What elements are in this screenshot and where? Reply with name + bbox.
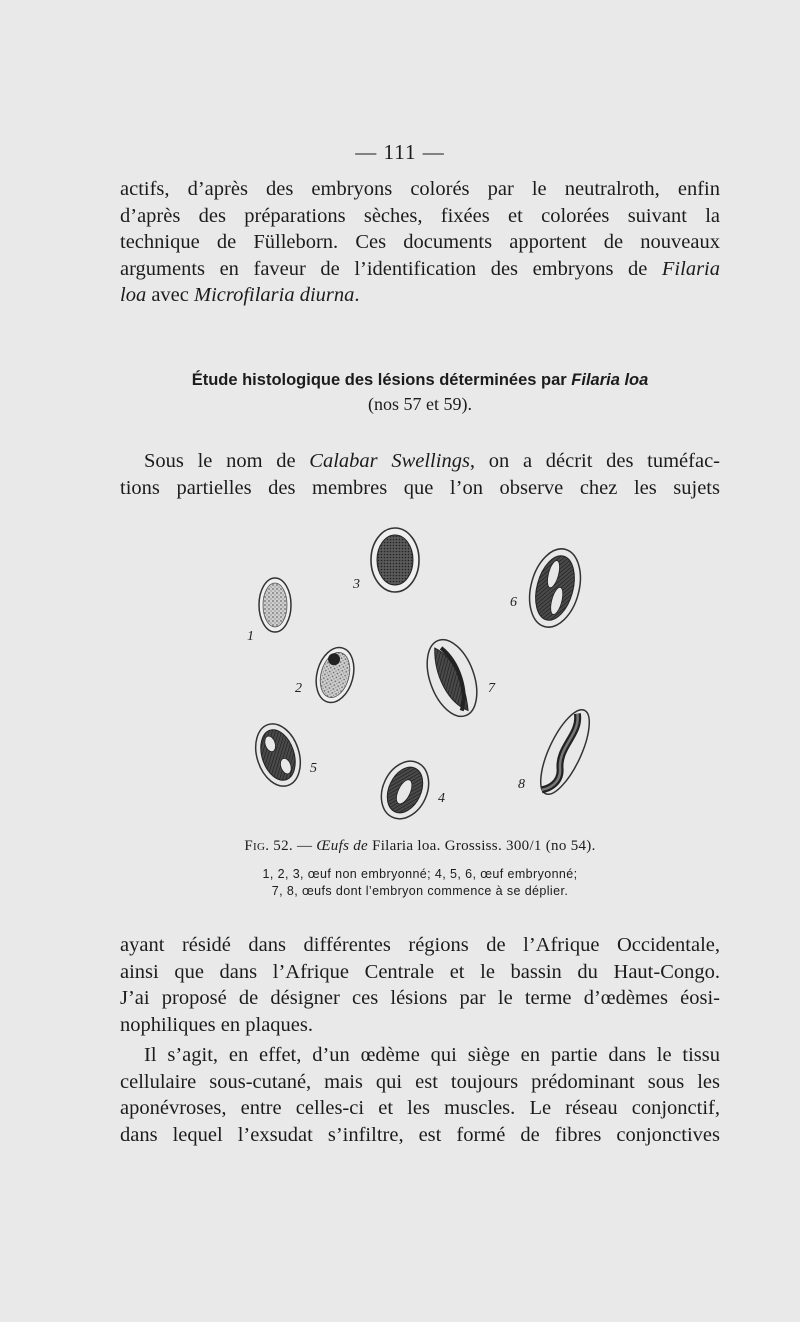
- text-line: actifs, d’après des embryons colorés par le neutralroth, enfin: [120, 178, 720, 200]
- text-line: Il s’agit, en effet, d’un œdème qui siège en partie dans le tissu: [144, 1044, 720, 1066]
- text-line: d’après des préparations sèches, fixées et colorées suivant la: [120, 204, 720, 227]
- text-run: arguments en faveur de l’identification des embryons de: [120, 257, 662, 280]
- text-run: Sous le nom de: [144, 450, 310, 472]
- section-heading: [120, 368, 720, 416]
- caption-line: 7, 8, œufs dont l’embryon commence à se déplier.: [271, 884, 569, 898]
- egg-label-5: 5: [310, 761, 317, 776]
- heading-title: [120, 368, 720, 392]
- egg-5: [248, 718, 308, 792]
- italic-run: Œufs de: [316, 838, 369, 854]
- italic-run: Filaria loa: [571, 371, 649, 389]
- italic-run: Filaria: [661, 257, 720, 280]
- egg-label-8: 8: [518, 777, 525, 792]
- text-line: aponévroses, entre celles-ci et les muscles. Le réseau conjonctif,: [120, 1097, 720, 1119]
- text-run: avec: [146, 284, 194, 306]
- figure-drawing: [200, 520, 640, 825]
- egg-7: [418, 633, 487, 723]
- italic-run: Microfilaria diurna: [194, 284, 355, 306]
- text-line: [120, 256, 720, 283]
- text-line: J’ai proposé de désigner ces lésions par le terme d’œdèmes éosi-: [120, 987, 720, 1009]
- egg-label-1: 1: [247, 629, 254, 644]
- heading-subtitle: (nos 57 et 59).: [368, 394, 472, 414]
- text-line: [120, 448, 720, 475]
- text-run: Filaria loa. Grossiss. 300/1 (no 54).: [368, 838, 596, 854]
- paragraph-1: [120, 176, 720, 309]
- egg-label-7: 7: [488, 681, 495, 696]
- egg-4: [372, 754, 437, 825]
- text-run: .: [354, 284, 360, 306]
- egg-8: [531, 704, 599, 801]
- caption-line: 1, 2, 3, œuf non embryonné; 4, 5, 6, œuf embryonné;: [262, 867, 578, 881]
- egg-1: [259, 578, 291, 632]
- figure-caption-legend: [120, 866, 720, 900]
- text-run: , on a décrit des tuméfac-: [469, 450, 720, 472]
- italic-run: Calabar Swellings: [309, 450, 470, 472]
- page-number: — 111 —: [355, 140, 445, 164]
- figure-caption-title: [120, 836, 720, 856]
- paragraph-4: [120, 1042, 720, 1148]
- text-line: nophiliques en plaques.: [120, 1013, 314, 1036]
- paragraph-3: [120, 932, 720, 1038]
- italic-run: loa: [120, 284, 147, 306]
- text-line: cellulaire sous-cutané, mais qui est toujours prédominant sous les: [120, 1070, 720, 1093]
- text-line: [120, 282, 720, 309]
- egg-label-2: 2: [295, 681, 302, 696]
- egg-label-6: 6: [510, 595, 517, 610]
- text-line: dans lequel l’exsudat s’infiltre, est formé de fibres conjonctives: [120, 1123, 720, 1146]
- egg-6: [521, 543, 588, 633]
- text-line: technique de Fülleborn. Ces documents apportent de nouveaux: [120, 231, 720, 253]
- egg-3: [371, 528, 419, 592]
- paragraph-2: [120, 448, 720, 501]
- egg-label-4: 4: [438, 791, 445, 806]
- figure-filaria-eggs: [200, 520, 640, 825]
- text-line: ainsi que dans l’Afrique Centrale et le bassin du Haut-Congo.: [120, 960, 720, 983]
- egg-2: [310, 643, 359, 706]
- figure-number: Fig. 52. —: [244, 838, 317, 854]
- text-run: Étude histologique des lésions déterminées par: [191, 371, 572, 389]
- text-line: ayant résidé dans différentes régions de l’Afrique Occidentale,: [120, 934, 720, 956]
- egg-label-3: 3: [353, 577, 360, 592]
- text-line: tions partielles des membres que l’on observe chez les sujets: [120, 476, 720, 499]
